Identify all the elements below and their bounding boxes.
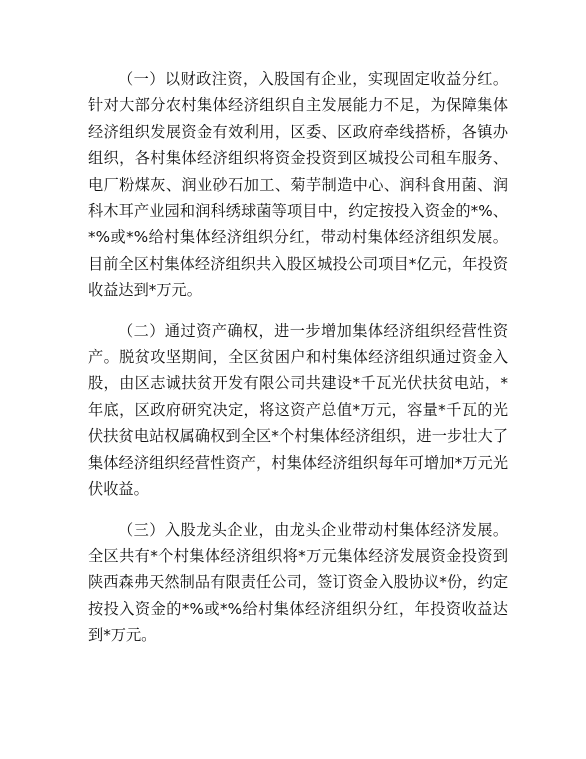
paragraph-leading-enterprise: （三）入股龙头企业，由龙头企业带动村集体经济发展。全区共有*个村集体经济组织将*万元集体经济发展资金投资到陕西森弗天然制品有限责任公司，签订资金入股协议*份，约定按投入资金的*%或*%给村集体经济组织分红，年投资收益达到*万元。	[88, 520, 508, 645]
document-body	[88, 66, 508, 649]
paragraph-financial-investment: （一）以财政注资，入股国有企业，实现固定收益分红。针对大部分农村集体经济组织自主发展能力不足，为保障集体经济组织发展资金有效利用，区委、区政府牵线搭桥，各镇办组织，各村集体经济组织将资金投资到区城投公司租车服务、电厂粉煤灰、润业砂石加工、菊芋制造中心、润科食用菌、润科木耳产业园和润科绣球菌等项目中，约定按投入资金的*%、*%或*%给村集体经济组织分红，带动村集体经济组织发展。目前全区村集体经济组织共入股区城投公司项目*亿元，年投资收益达到*万元。	[88, 70, 508, 300]
paragraph-asset-confirmation: （二）通过资产确权，进一步增加集体经济组织经营性资产。脱贫攻坚期间，全区贫困户和村集体经济组织通过资金入股，由区志诚扶贫开发有限公司共建设*千瓦光伏扶贫电站，*年底，区政府研究决定，将这资产总值*万元，容量*千瓦的光伏扶贫电站权属确权到全区*个村集体经济组织，进一步壮大了集体经济组织经营性资产，村集体经济组织每年可增加*万元光伏收益。	[88, 321, 508, 499]
